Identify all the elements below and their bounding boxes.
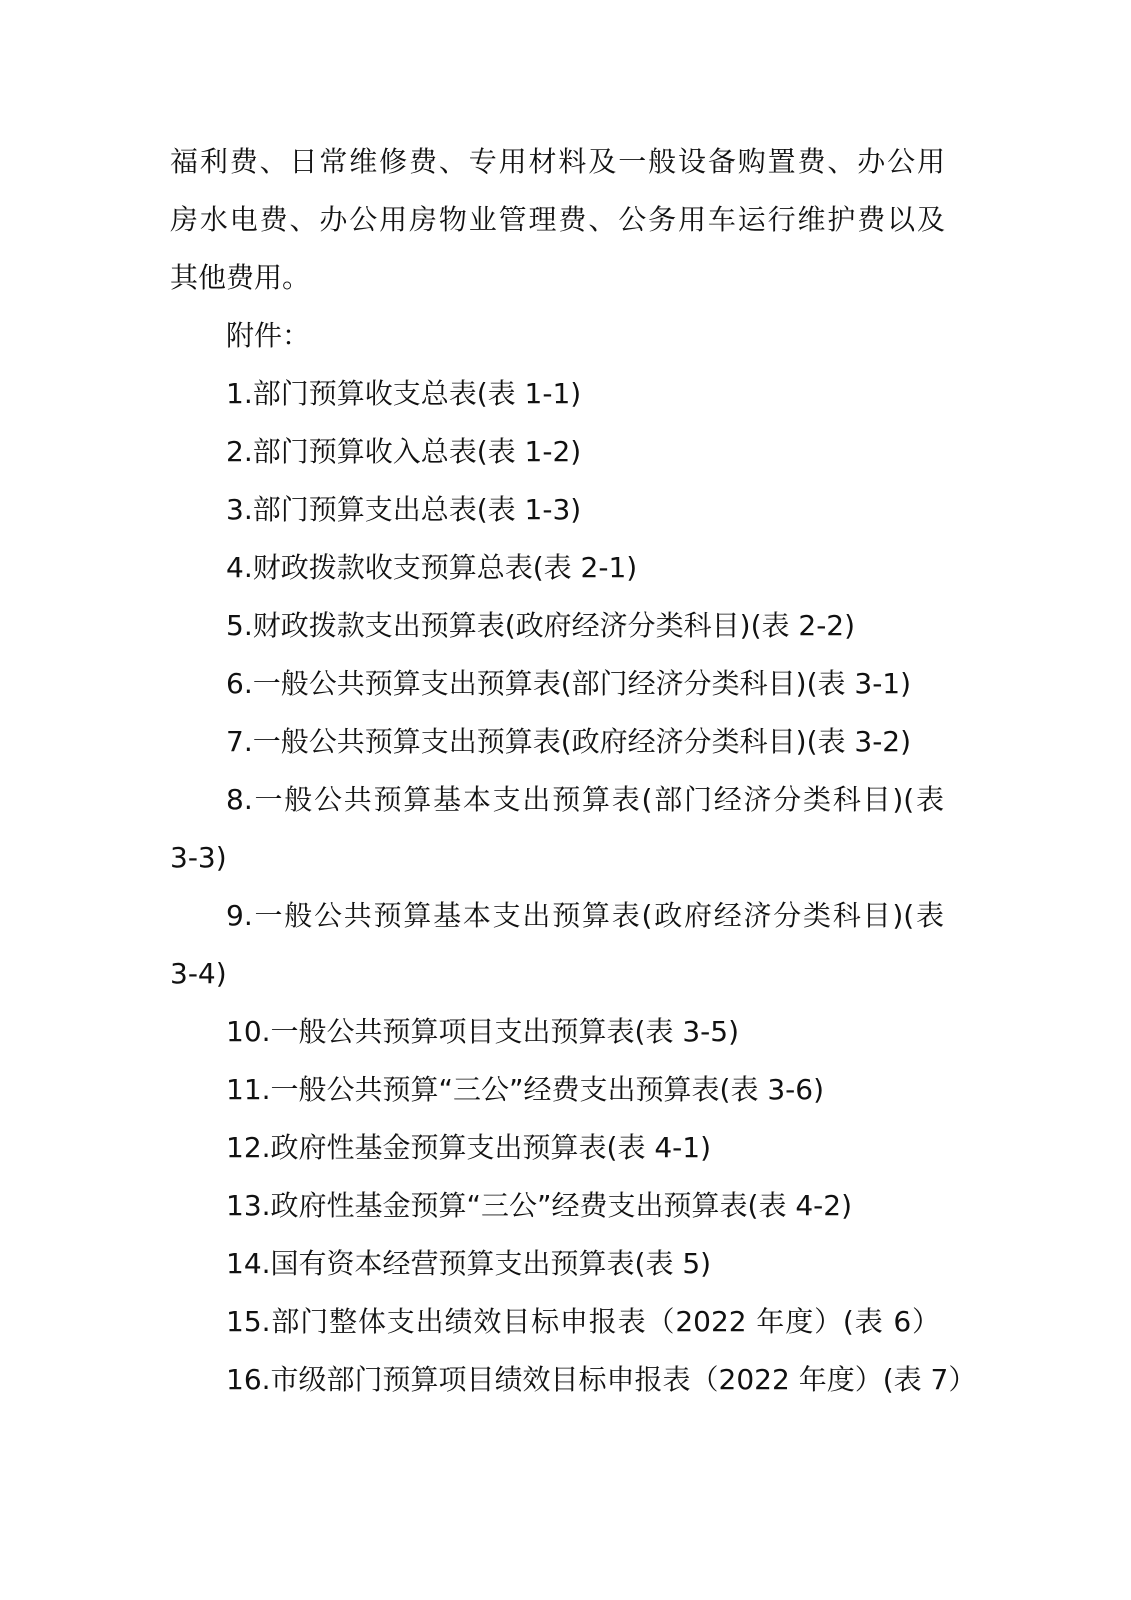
attachment-item-6: 6.一般公共预算支出预算表(部门经济分类科目)(表 3-1) bbox=[226, 667, 912, 700]
attachment-item-9-cont: 3-4) bbox=[170, 957, 227, 990]
attachment-item-4: 4.财政拨款收支预算总表(表 2-1) bbox=[226, 551, 638, 584]
attachment-item-3: 3.部门预算支出总表(表 1-3) bbox=[226, 493, 582, 526]
attachment-item-7: 7.一般公共预算支出预算表(政府经济分类科目)(表 3-2) bbox=[226, 725, 912, 758]
attachment-item-16: 16.市级部门预算项目绩效目标申报表（2022 年度）(表 7） bbox=[226, 1363, 977, 1396]
attachment-item-13: 13.政府性基金预算“三公”经费支出预算表(表 4-2) bbox=[226, 1189, 853, 1222]
attachment-item-10: 10.一般公共预算项目支出预算表(表 3-5) bbox=[226, 1015, 740, 1048]
attachment-item-15: 15.部门整体支出绩效目标申报表（2022 年度）(表 6） bbox=[226, 1305, 940, 1338]
attachment-item-9: 9.一般公共预算基本支出预算表(政府经济分类科目)(表 bbox=[226, 899, 944, 932]
attachment-item-8: 8.一般公共预算基本支出预算表(部门经济分类科目)(表 bbox=[226, 783, 944, 816]
attachment-item-1: 1.部门预算收支总表(表 1-1) bbox=[226, 377, 582, 410]
body-text-line-2: 房水电费、办公用房物业管理费、公务用车运行维护费以及 bbox=[170, 203, 945, 236]
body-text-line-1: 福利费、日常维修费、专用材料及一般设备购置费、办公用 bbox=[170, 145, 945, 178]
body-text-line-3: 其他费用。 bbox=[170, 261, 311, 294]
attachment-item-14: 14.国有资本经营预算支出预算表(表 5) bbox=[226, 1247, 712, 1280]
attachment-item-8-cont: 3-3) bbox=[170, 841, 227, 874]
attachment-item-12: 12.政府性基金预算支出预算表(表 4-1) bbox=[226, 1131, 712, 1164]
attachment-item-5: 5.财政拨款支出预算表(政府经济分类科目)(表 2-2) bbox=[226, 609, 856, 642]
attachments-heading: 附件： bbox=[226, 319, 311, 352]
attachment-item-11: 11.一般公共预算“三公”经费支出预算表(表 3-6) bbox=[226, 1073, 825, 1106]
attachment-item-2: 2.部门预算收入总表(表 1-2) bbox=[226, 435, 582, 468]
